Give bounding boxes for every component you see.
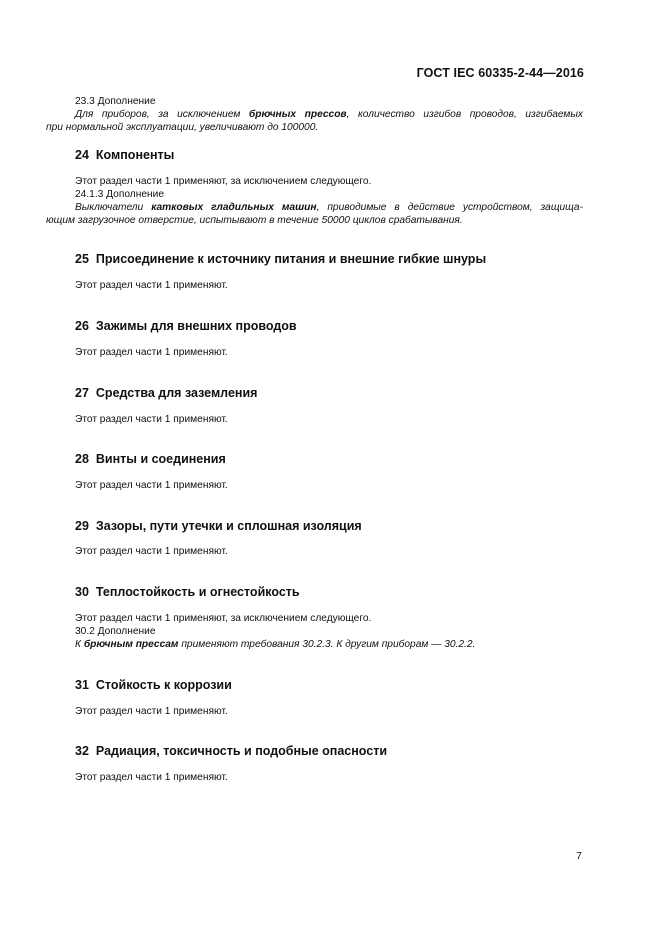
text-run: Выключатели bbox=[75, 202, 152, 213]
page-number: 7 bbox=[576, 850, 582, 862]
section-text: Этот раздел части 1 применяют. bbox=[75, 347, 228, 358]
text-run: Для приборов, за исключением bbox=[75, 109, 249, 120]
section-title bbox=[75, 518, 583, 534]
section-title-text: Винты и соединения bbox=[95, 452, 226, 466]
section-31-body bbox=[75, 705, 583, 718]
section-title bbox=[75, 318, 583, 334]
term-emphasis: брючным прессам bbox=[83, 639, 179, 650]
section-title-text: Теплостойкость и огнестойкость bbox=[95, 585, 300, 599]
section-30 bbox=[75, 584, 583, 600]
section-title bbox=[75, 743, 583, 759]
section-title-text: Зазоры, пути утечки и сплошная изоляция bbox=[95, 519, 362, 533]
clause-text-line: при нормальной эксплуатации, увеличивают до 100000. bbox=[46, 122, 319, 133]
clause-23-3 bbox=[46, 95, 583, 134]
section-text: Этот раздел части 1 применяют. bbox=[75, 480, 228, 491]
section-title bbox=[75, 451, 583, 467]
section-title-text: Компоненты bbox=[95, 148, 175, 162]
section-number: 24 bbox=[75, 148, 89, 162]
section-text: Этот раздел части 1 применяют. bbox=[75, 280, 228, 291]
section-28 bbox=[75, 451, 583, 467]
text-run: , приводимые в действие устройством, защища- bbox=[316, 202, 583, 213]
clause-text-line bbox=[75, 108, 583, 121]
section-24 bbox=[75, 147, 583, 163]
section-title-text: Средства для заземления bbox=[95, 386, 258, 400]
clause-text-line bbox=[75, 638, 583, 651]
section-title bbox=[75, 385, 583, 401]
section-27 bbox=[75, 385, 583, 401]
section-26-body bbox=[75, 346, 583, 359]
section-31 bbox=[75, 677, 583, 693]
subclause-heading: 24.1.3 Дополнение bbox=[75, 189, 165, 200]
text-run: К bbox=[75, 639, 84, 650]
section-29 bbox=[75, 518, 583, 534]
section-30-body bbox=[75, 612, 583, 651]
section-number: 29 bbox=[75, 519, 89, 533]
section-32-body bbox=[75, 771, 583, 784]
section-24-body bbox=[46, 175, 583, 227]
document-header: ГОСТ IEC 60335-2-44—2016 bbox=[416, 66, 584, 80]
section-text: Этот раздел части 1 применяют, за исключением следующего. bbox=[75, 176, 372, 187]
text-run: , количество изгибов проводов, изгибаемых bbox=[346, 109, 583, 120]
subclause-heading: 30.2 Дополнение bbox=[75, 626, 156, 637]
section-text: Этот раздел части 1 применяют, за исключением следующего. bbox=[75, 613, 372, 624]
clause-text-line: ющим загрузочное отверстие, испытывают в течение 50000 циклов срабатывания. bbox=[46, 215, 463, 226]
section-number: 25 bbox=[75, 252, 89, 266]
clause-text-line bbox=[75, 201, 583, 214]
section-title-text: Присоединение к источнику питания и внешние гибкие шнуры bbox=[95, 252, 487, 266]
section-number: 31 bbox=[75, 678, 89, 692]
section-title bbox=[75, 677, 583, 693]
section-title bbox=[75, 584, 583, 600]
section-title-text: Стойкость к коррозии bbox=[95, 678, 232, 692]
section-text: Этот раздел части 1 применяют. bbox=[75, 706, 228, 717]
section-text: Этот раздел части 1 применяют. bbox=[75, 414, 228, 425]
section-25-body bbox=[75, 279, 583, 292]
section-29-body bbox=[75, 545, 583, 558]
section-number: 28 bbox=[75, 452, 89, 466]
text-run: применяют требования 30.2.3. К другим приборам — 30.2.2. bbox=[178, 639, 476, 650]
section-text: Этот раздел части 1 применяют. bbox=[75, 546, 228, 557]
term-emphasis: катковых гладильных машин bbox=[151, 202, 317, 213]
section-25 bbox=[75, 251, 583, 267]
section-title-text: Радиация, токсичность и подобные опасности bbox=[95, 744, 388, 758]
section-32 bbox=[75, 743, 583, 759]
section-number: 32 bbox=[75, 744, 89, 758]
section-27-body bbox=[75, 413, 583, 426]
term-emphasis: брючных прессов bbox=[248, 109, 347, 120]
subclause-heading: 23.3 Дополнение bbox=[75, 96, 156, 107]
section-number: 27 bbox=[75, 386, 89, 400]
section-title bbox=[75, 147, 583, 163]
section-number: 30 bbox=[75, 585, 89, 599]
section-26 bbox=[75, 318, 583, 334]
section-title bbox=[75, 251, 583, 267]
section-text: Этот раздел части 1 применяют. bbox=[75, 772, 228, 783]
section-number: 26 bbox=[75, 319, 89, 333]
section-title-text: Зажимы для внешних проводов bbox=[95, 319, 297, 333]
section-28-body bbox=[75, 479, 583, 492]
